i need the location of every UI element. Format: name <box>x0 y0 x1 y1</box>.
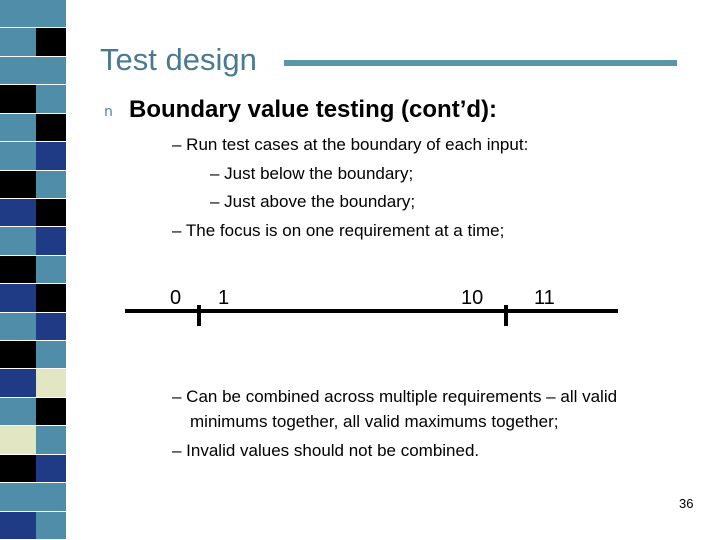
stripe-square <box>0 199 36 226</box>
boundary-tick-high <box>504 305 508 326</box>
sub-bullet-focus: – The focus is on one requirement at a time; <box>172 221 505 240</box>
bullet-square-icon: n <box>104 104 113 120</box>
stripe-square <box>0 256 36 283</box>
stripe-square <box>0 28 36 55</box>
stripe-square <box>0 142 36 169</box>
stripe-square <box>0 341 36 368</box>
stripe-square <box>0 512 36 539</box>
title-rule <box>284 60 677 66</box>
sub-bullet-combined: – Can be combined across multiple requirements – all valid <box>172 387 618 406</box>
main-bullet: Boundary value testing (cont’d): <box>129 96 498 123</box>
stripe-square <box>0 398 36 425</box>
stripe-square <box>0 114 36 141</box>
stripe-square <box>36 142 66 169</box>
stripe-square <box>36 284 66 311</box>
stripe-square <box>0 455 36 482</box>
stripe-square <box>36 85 66 112</box>
stripe-square <box>36 0 66 27</box>
stripe-square <box>36 57 66 84</box>
number-label-10: 10 <box>461 287 484 309</box>
stripe-square <box>0 171 36 198</box>
stripe-square <box>36 28 66 55</box>
stripe-square <box>0 57 36 84</box>
stripe-square <box>36 199 66 226</box>
number-label-0: 0 <box>170 287 182 309</box>
stripe-square <box>0 284 36 311</box>
stripe-square <box>36 483 66 510</box>
stripe-square <box>36 426 66 453</box>
stripe-square <box>36 341 66 368</box>
number-label-11: 11 <box>534 287 555 309</box>
stripe-square <box>0 483 36 510</box>
decorative-stripe <box>0 0 70 540</box>
stripe-square <box>36 171 66 198</box>
stripe-square <box>36 313 66 340</box>
stripe-square <box>0 0 36 27</box>
stripe-square <box>36 398 66 425</box>
sub-bullet-invalid: – Invalid values should not be combined. <box>172 441 480 460</box>
stripe-square <box>36 455 66 482</box>
sub-bullet-boundary: – Run test cases at the boundary of each input: <box>172 135 529 154</box>
stripe-square <box>0 369 36 396</box>
sub-sub-bullet-below: – Just below the boundary; <box>210 164 414 183</box>
slide-title: Test design <box>100 42 257 77</box>
stripe-square <box>36 256 66 283</box>
stripe-square <box>36 114 66 141</box>
stripe-square <box>36 512 66 539</box>
stripe-square <box>0 227 36 254</box>
stripe-square <box>36 227 66 254</box>
boundary-tick-low <box>197 305 201 326</box>
stripe-square <box>0 313 36 340</box>
number-label-1: 1 <box>218 287 230 309</box>
sub-bullet-combined-cont: minimums together, all valid maximums together; <box>190 412 559 431</box>
sub-sub-bullet-above: – Just above the boundary; <box>210 192 416 211</box>
stripe-square <box>36 369 66 396</box>
stripe-square <box>0 426 36 453</box>
page-number: 36 <box>679 496 694 511</box>
stripe-square <box>0 85 36 112</box>
